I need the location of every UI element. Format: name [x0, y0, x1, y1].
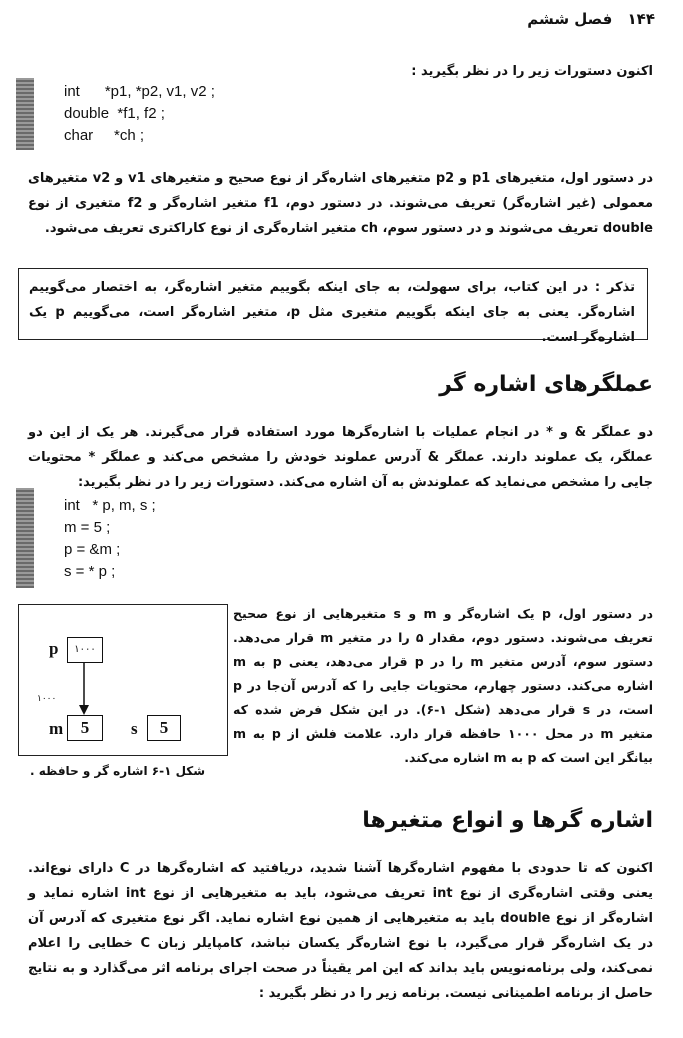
code-line: int *p1, *p2, v1, v2 ; [64, 83, 215, 100]
m-label: m [49, 719, 64, 738]
code-line: s = * p ; [64, 563, 116, 580]
code-line: double *f1, f2 ; [64, 105, 165, 122]
chapter-title: فصل ششم [527, 10, 613, 28]
p-label: p [49, 639, 59, 658]
note-label: تذکر : [594, 280, 635, 295]
paragraph-figure-explanation: در دستور اول، p یک اشاره‌گر و m و s متغیرهایی از نوع صحیح تعریف می‌شوند. دستور دوم، مقدار ۵ را در متغیر m قرار می‌دهد. دستور سوم، آدرس متغیر m را در p قرار می‌دهد، یعنی p به m اشاره می‌کند. دستور چهارم، محتویات جایی را که آدرس آن‌جا در p است، در s قرار می‌دهد (شکل ۱-۶). در این شکل فرض شده که متغیر m در محل ۱۰۰۰ حافظه قرار دارد. علامت فلش از p به m بیانگر این است که p به m اشاره می‌کند. [233, 606, 654, 765]
code-block-1 [64, 81, 215, 147]
paragraph-pointer-types: اکنون که تا حدودی با مفهوم اشاره‌گرها آشنا شدید، دریافتید که اشاره‌گرها در C دارای نوع‌اند. یعنی وقتی اشاره‌گری از نوع int تعریف می‌شود، باید به متغیرهایی از نوع int اشاره نماید و اشاره‌گر از نوع double باید به متغیرهایی از همین نوع اشاره نماید. اگر نوع متغیری که آدرس آن در یک اشاره‌گر قرار می‌گیرد، با نوع اشاره‌گر یکسان نباشد، کامپایلر زبان C خطایی را اعلام نمی‌کند، ولی برنامه‌نویس باید بداند که این امر یقیناً در صحت اجرای برنامه اثر می‌گذارد و به نتایج حاصل از برنامه اطمینانی نیست. برنامه زیر را در نظر بگیرید : [28, 861, 654, 1001]
code-line: int * p, m, s ; [64, 497, 156, 514]
page-number: ۱۴۴ [627, 10, 655, 28]
code-bar [16, 78, 34, 150]
heading-pointer-types: اشاره گرها و انواع متغیرها [362, 808, 653, 833]
m-cell: 5 [67, 715, 103, 741]
page-header [527, 10, 655, 28]
s-label: s [131, 719, 138, 738]
paragraph-declarations: در دستور اول، متغیرهای p1 و p2 متغیرهای اشاره‌گر از نوع صحیح و متغیرهای v1 و v2 متغیرهای معمولی (غیر اشاره‌گر) تعریف می‌شوند. در دستور دوم، f1 متغیر اشاره‌گر و f2 متغیری از نوع double تعریف می‌شوند و در دستور سوم، ch متغیر اشاره‌گری از نوع کاراکتری تعریف می‌شود. [28, 171, 653, 236]
code-bar [16, 488, 34, 588]
code-line: p = &m ; [64, 541, 121, 558]
note-box [18, 268, 648, 345]
code-line: char *ch ; [64, 127, 145, 144]
figure-caption: شکل ۱-۶ اشاره گر و حافظه . [30, 764, 206, 778]
memory-figure [18, 604, 228, 756]
note-text [29, 275, 635, 350]
intro-text: اکنون دستورات زیر را در نظر بگیرید : [411, 64, 653, 79]
paragraph-operators: دو عملگر & و * در انجام عملیات با اشاره‌گرها مورد استفاده قرار می‌گیرند. هر یک از این دو عملگر، یک عملوند دارند. عملگر & آدرس عملوند خودش را مشخص می‌کند و عملگر * محتویات جایی را مشخص می‌نماید که عملوندش به آن اشاره می‌کند. دستورات زیر را در نظر بگیرید: [28, 425, 653, 490]
code-block-2 [64, 495, 156, 583]
address-label: ۱۰۰۰ [37, 693, 57, 703]
code-line: m = 5 ; [64, 519, 111, 536]
s-cell: 5 [147, 715, 181, 741]
p-cell: ۱۰۰۰ [67, 637, 103, 663]
note-body: در این کتاب، برای سهولت، به جای اینکه بگوییم متغیر اشاره‌گر، به اختصار می‌گوییم اشاره‌گر. یعنی به جای اینکه بگوییم متغیری مثل p، متغیر اشاره‌گر است، می‌گوییم p یک اشاره‌گر است. [29, 280, 635, 345]
heading-pointer-operators: عملگرهای اشاره گر [439, 372, 653, 397]
